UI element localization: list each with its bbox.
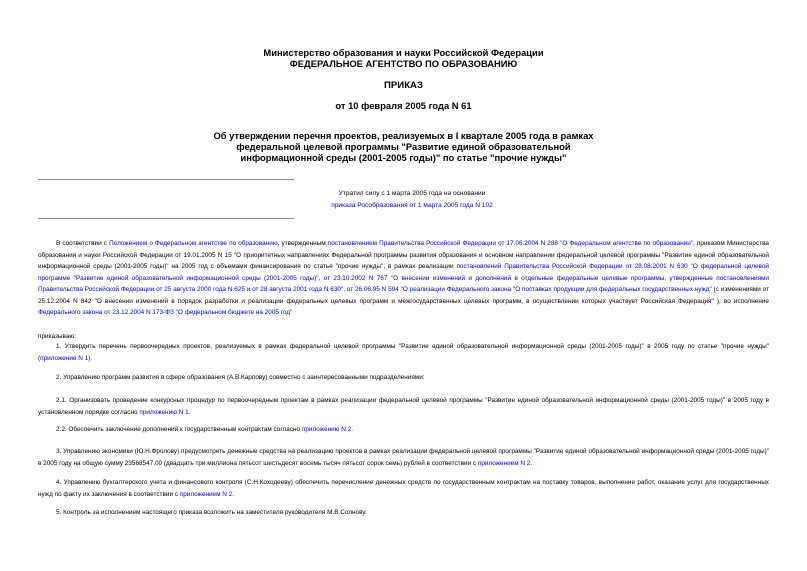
ministry-name: Министерство образования и науки Российской Федерации: [263, 47, 544, 58]
title-line-3: информационной среды (2001-2005 годы)" по статье "прочие нужды": [240, 152, 567, 163]
status-note-link[interactable]: приказа Рособразования от 1 марта 2005 года N 102: [331, 202, 493, 209]
title-line-2: федеральной целевой программы "Развитие единой образовательной: [236, 141, 571, 152]
item-5: 5. Контроль за исполнением настоящего приказа возложить на заместителя руководителя М.В.Солнову.: [56, 509, 367, 516]
item-3-text: 3. Управлению экономики (Ю.Н.Фролову) предусмотреть денежные средства на реализацию проектов в рамках реализации федеральной целевой программы "Развитие единой образовательной информационной среды (2001-2005 годы)" в 2005 году на общую сумму 23568547,00 (двадцать три миллиона пятьсот шестьдесят восемь тысяч пятьсот сорок семь) рублей в соответствии с: [38, 448, 769, 467]
item-3: [38, 446, 769, 469]
link-government-decrees[interactable]: постановлений Правительства Российской Федерации от 28.08.2001 N 630 "О федеральной целевой программе "Развитие единой образовательной информационной среды (2001-2005 годы)", от 23.10.2002 N 767 "О внесении изменений и дополнений в отдельные федеральные целевые программы, утвержденные постановлениями Правительства Российской Федерации от 25 августа 2000 года N 625 и от 28 августа 2001 года N 630", от 26.06.95 N 594 "О реализации Федерального закона "О поставках продукции для федеральных государственных нужд": [38, 263, 769, 293]
item-2-1-end: .: [188, 408, 191, 416]
basis-text-2: , приказом Министерства образования и науки Российской Федерации от 19.01.2005 N 15 "О приоритетных направлениях Федеральной программы развития образования и основном направлении федеральной целевой программы "Развитие единой образовательной информационной среды (2001-2005 годы)" на 2005 год с объемами финансирования по статье "прочие нужды", в рамках реализации: [38, 240, 769, 270]
item-1-end: ).: [88, 354, 93, 362]
agency-name: ФЕДЕРАЛЬНОЕ АГЕНТСТВО ПО ОБРАЗОВАНИЮ: [289, 58, 518, 69]
basis-text-3: (с изменениями от 25.12.2004 N 842 "О внесении изменений в порядок разработки и реализации федеральных целевых программ и межгосударственных целевых программ, в осуществлении которых участвует Российская Федерация" ), во исполнение: [38, 286, 770, 305]
status-note: Утратил силу с 1 марта 2005 года на основании: [338, 190, 486, 197]
status-note-link-line: [300, 200, 524, 211]
item-1: [38, 341, 769, 364]
item-4-text: 4. Управлению бухгалтерского учета и финансового контроля (С.Н.Коходееву) обеспечить перечисление денежных средств по государственным контрактам на поставку товаров, выполнение работ, оказание услуг для государственных нужд по факту их заключения в соответствии с: [38, 479, 769, 498]
item-2-2: [38, 424, 769, 436]
document-type: ПРИКАЗ: [384, 80, 423, 91]
basis-text-0: В соответствии с: [56, 240, 110, 247]
link-agency-regulation[interactable]: Положением о Федеральном агентстве по образованию: [109, 240, 278, 247]
link-appendix-2-b[interactable]: приложением N 2: [477, 459, 531, 467]
document-title: [0, 130, 807, 163]
link-appendix-2[interactable]: приложению N 2: [301, 426, 352, 433]
item-2-1-text: 2.1. Организовать проведение конкурсных процедур по первоочередным проектам в рамках реализации федеральной целевой программы "Развитие единой образовательной информационной среды (2001-2005 годы)" в 2005 году в установленном порядке согласно: [38, 397, 769, 416]
link-appendix-2-c[interactable]: приложением N 2: [179, 490, 233, 498]
item-2-2-end: .: [351, 426, 353, 433]
divider-top: [38, 179, 294, 180]
basis-text-1: , утвержденным: [277, 240, 328, 247]
item-4-end: .: [232, 490, 235, 498]
link-federal-law-173[interactable]: Федерального закона от 23.12.2004 N 173-ФЗ "О федеральном бюджете на 2005 год": [38, 309, 293, 316]
divider-bottom: [38, 218, 294, 219]
document-date-number: от 10 февраля 2005 года N 61: [335, 100, 472, 111]
item-4: [38, 477, 769, 500]
item-3-end: .: [530, 459, 533, 467]
link-appendix-1-b[interactable]: приложению N 1: [139, 408, 189, 416]
item-2: 2. Управлению программ развития в сфере образования (А.В.Карпову) совместно с заинтересованными подразделениями:: [56, 374, 425, 381]
basis-paragraph: [38, 238, 769, 319]
link-appendix-1[interactable]: приложение N 1: [40, 354, 89, 362]
title-line-1: Об утверждении перечня проектов, реализуемых в I квартале 2005 года в рамках: [213, 130, 594, 141]
item-2-2-text: 2.2. Обеспечить заключение дополнений к государственным контрактам согласно: [56, 426, 302, 433]
item-1-text: 1. Утвердить перечень первоочередных проектов, реализуемых в рамках федеральной целевой программы "Развитие единой образовательной информационной среды (2001-2005 годы)" в 2005 году по статье "прочие нужды" (: [38, 343, 769, 362]
item-2-1: [38, 395, 769, 418]
prikazyvayu-word: приказываю:: [38, 333, 76, 340]
link-government-decree-288[interactable]: постановлением Правительства Российской Федерации от 17.06.2004 N 288 "О Федеральном агентстве по образовании": [327, 240, 694, 247]
